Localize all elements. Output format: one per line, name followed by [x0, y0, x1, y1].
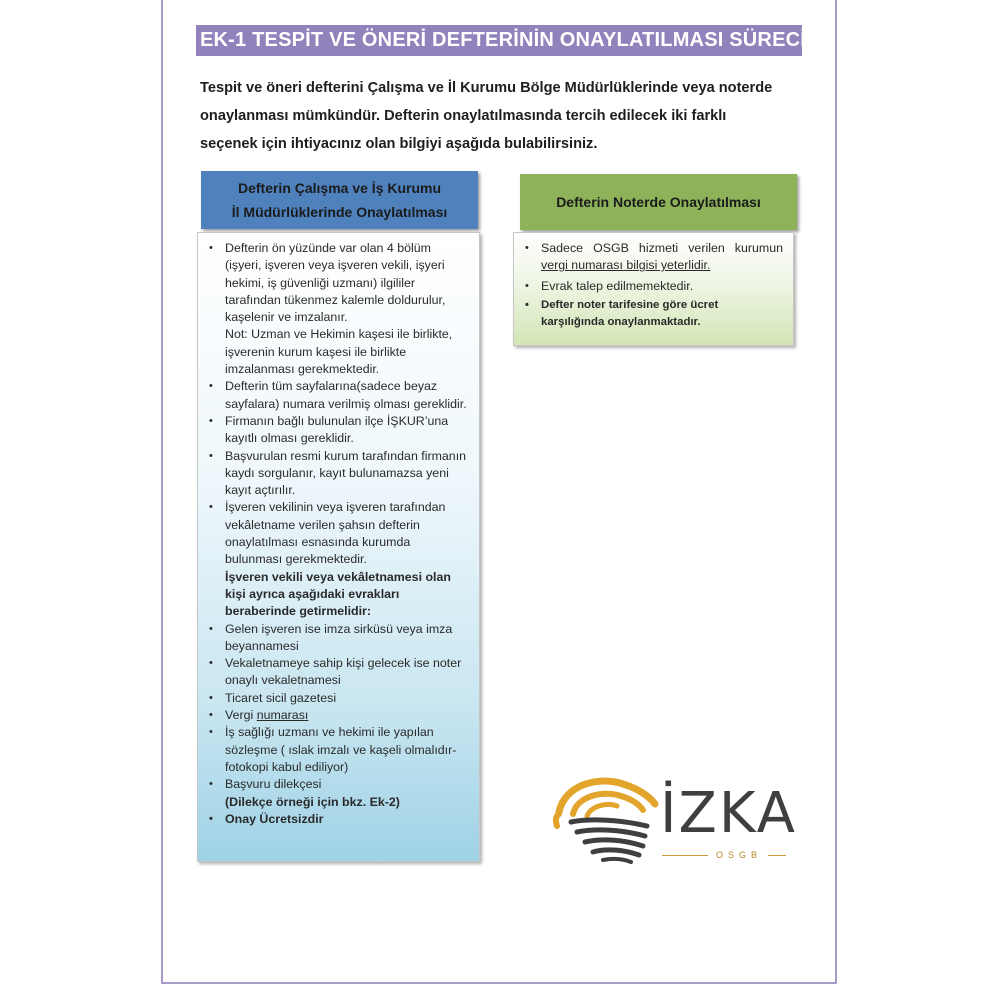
- list-item: • Defter noter tarifesine göre ücret karşılığında onaylanmaktadır.: [522, 297, 783, 332]
- right-header-text: Defterin Noterde Onaylatılması: [556, 194, 761, 210]
- list-item: • Gelen işveren ise imza sirküsü veya imza beyannamesi: [206, 621, 469, 656]
- list-item: • Sadece OSGB hizmeti verilen kurumun vergi numarası bilgisi yeterlidir.: [522, 240, 783, 275]
- list-item: • Vekaletnameye sahip kişi gelecek ise noter onaylı vekaletnamesi: [206, 655, 469, 690]
- left-requirements-list: [206, 240, 469, 828]
- list-item: • Ticaret sicil gazetesi: [206, 690, 469, 707]
- list-item: • Vergi numarası: [206, 707, 469, 724]
- left-header-line: İl Müdürlüklerinde Onaylatılması: [231, 204, 448, 220]
- bold-reference: (Dilekçe örneği için bkz. Ek-2): [225, 794, 400, 809]
- left-header-line: Defterin Çalışma ve İş Kurumu: [237, 180, 442, 196]
- list-item: • Başvuru dilekçesi (Dilekçe örneği için bkz. Ek-2): [206, 776, 469, 811]
- list-item: • Onay Ücretsizdir: [206, 811, 469, 828]
- intro-line: seçenek için ihtiyacınız olan bilgiyi aşağıda bulabilirsiniz.: [200, 136, 598, 152]
- left-requirements-box: [197, 232, 480, 862]
- left-column-header: [201, 171, 478, 229]
- right-requirements-box: [513, 232, 794, 346]
- right-requirements-list: [522, 240, 783, 331]
- note-text: Not: Uzman ve Hekimin kaşesi ile birlikte, işverenin kurum kaşesi ile birlikte imzalanması gerekmektedir.: [225, 327, 453, 377]
- bold-note: İşveren vekili veya vekâletnamesi olan kişi ayrıca aşağıdaki evrakları beraberinde getirmelidir:: [225, 569, 451, 619]
- list-item: • Defterin ön yüzünde var olan 4 bölüm (işyeri, işveren veya işveren vekili, işyeri hekimi, iş güvenliği uzmanı) ilgililer tarafından tükenmez kalemle doldurulur, kaşelenir ve imzalanır. Not: Uzman ve Hekimin kaşesi ile birlikte, işverenin kurum kaşesi ile birlikte imzalanması gerekmektedir.: [206, 240, 469, 378]
- list-item: • Başvurulan resmi kurum tarafından firmanın kaydı sorgulanır, kayıt bulunamazsa yeni kayıt açtırılır.: [206, 448, 469, 500]
- intro-line: Tespit ve öneri defterini Çalışma ve İl Kurumu Bölge Müdürlüklerinde veya noterde: [200, 80, 773, 96]
- list-item: • Firmanın bağlı bulunulan ilçe İŞKUR’una kayıtlı olması gereklidir.: [206, 413, 469, 448]
- list-item: • Evrak talep edilmemektedir.: [522, 278, 783, 295]
- list-item: • İş sağlığı uzmanı ve hekimi ile yapılan sözleşme ( ıslak imzalı ve kaşeli olmalıdır-fotokopi kabul ediliyor): [206, 724, 469, 776]
- logo-divider: [662, 855, 708, 856]
- page-title: EK-1 TESPİT VE ÖNERİ DEFTERİNİN ONAYLATILMASI SÜRECİ: [196, 25, 802, 56]
- intro-paragraph: [200, 74, 800, 158]
- logo-divider: [768, 855, 786, 856]
- logo-wordmark: İZKA: [660, 781, 797, 846]
- intro-line: onaylanması mümkündür. Defterin onaylatılmasında tercih edilecek iki farklı: [200, 108, 727, 124]
- list-item: • Defterin tüm sayfalarına(sadece beyaz sayfalara) numara verilmiş olması gereklidir.: [206, 378, 469, 413]
- logo-subtitle: OSGB: [716, 850, 763, 860]
- right-column-header: [520, 174, 797, 230]
- list-item: • İşveren vekilinin veya işveren tarafından vekâletname verilen şahsın defterin onaylatılması esnasında kurumda bulunması gerekmektedir.: [206, 499, 469, 568]
